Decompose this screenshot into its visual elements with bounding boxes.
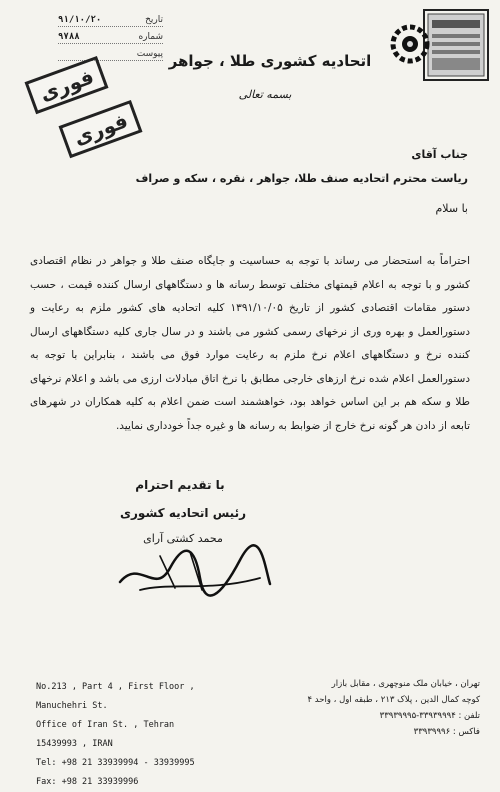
attachment-label: پیوست	[136, 49, 163, 59]
org-logo-icon	[390, 6, 492, 86]
number-value: ۹۷۸۸	[58, 32, 80, 42]
basmala: بسمه تعالی	[238, 88, 292, 101]
footer-line: تهران ، خیابان ملک منوچهری ، مقابل بازار	[331, 679, 480, 689]
salutation: جناب آقای	[411, 148, 468, 161]
number-label: شماره	[138, 32, 163, 42]
letter-footer	[0, 670, 500, 787]
closing-text: با تقدیم احترام	[135, 478, 225, 492]
org-title: اتحادیه کشوری طلا ، جواهر	[168, 52, 372, 70]
signer-title: رئیس اتحادیه کشوری	[120, 506, 246, 520]
greeting: با سلام	[435, 202, 468, 215]
signer-name: محمد کشتی آرای	[143, 532, 223, 545]
urgent-stamp-2: فوری	[59, 100, 143, 158]
footer-address-fa	[290, 676, 480, 740]
recipient: ریاست محترم اتحادیه صنف طلا، جواهر ، نقره ، سکه و صراف	[135, 172, 468, 185]
footer-line: Fax: +98 21 33939996	[36, 777, 139, 787]
footer-address-en	[36, 678, 216, 792]
footer-line: کوچه کمال الدین ، پلاک ۲۱۳ ، طبقه اول ، واحد ۴	[307, 695, 480, 705]
footer-line: Tel: +98 21 33939994 - 33939995	[36, 758, 195, 768]
footer-line: تلفن : ۳۳۹۳۹۹۹۴-۳۳۹۳۹۹۹۵	[379, 711, 480, 721]
date-row	[58, 14, 163, 27]
urgent-stamp: فوری	[25, 56, 109, 114]
footer-line: No.213 , Part 4 , First Floor , Manuchehri St.	[36, 682, 195, 711]
footer-line: فاکس : ۳۳۹۳۹۹۹۶	[413, 727, 480, 737]
date-label: تاریخ	[145, 15, 163, 25]
signature-icon	[100, 538, 280, 600]
letter-body: احتراماً به استحضار می رساند با توجه به حساسیت و جایگاه صنف طلا و جواهر در نظام اقتصادی کشور و با توجه به اعلام قیمتهای مختلف توسط رسانه ها و دستگاههای ارسال کننده قیمت ، حسب دستور مقامات اقتصادی کشور از تاریخ ۱۳۹۱/۱۰/۰۵ کلیه اتحادیه های کشور ملزم به رعایت و دستورالعمل و بهره وری از نرخهای رسمی کشور می باشند و در سال جاری کلیه دستگاههای ارسال کننده نرخ و دستگاههای اعلام نرخ ملزم به رعایت موارد فوق می باشند ، بنابراین با توجه به دستورالعمل اعلام شده نرخ ارزهای خارجی مطابق با نرخ اتاق مبادلات ارزی می باشد و اعلام نرخهای طلا و سکه هم بر این اساس خواهد بود، خواهشمند است ضمن اعلام به کلیه همکاران در شهرهای تابعه از دادن هر گونه نرخ خارج از ضوابط به رسانه ها و غیره جداً خودداری نمایید.	[30, 255, 470, 432]
date-value: ۹۱/۱۰/۲۰	[58, 15, 102, 25]
footer-line: Office of Iran St. , Tehran 15439993 , IRAN	[36, 720, 175, 749]
number-row	[58, 31, 163, 44]
